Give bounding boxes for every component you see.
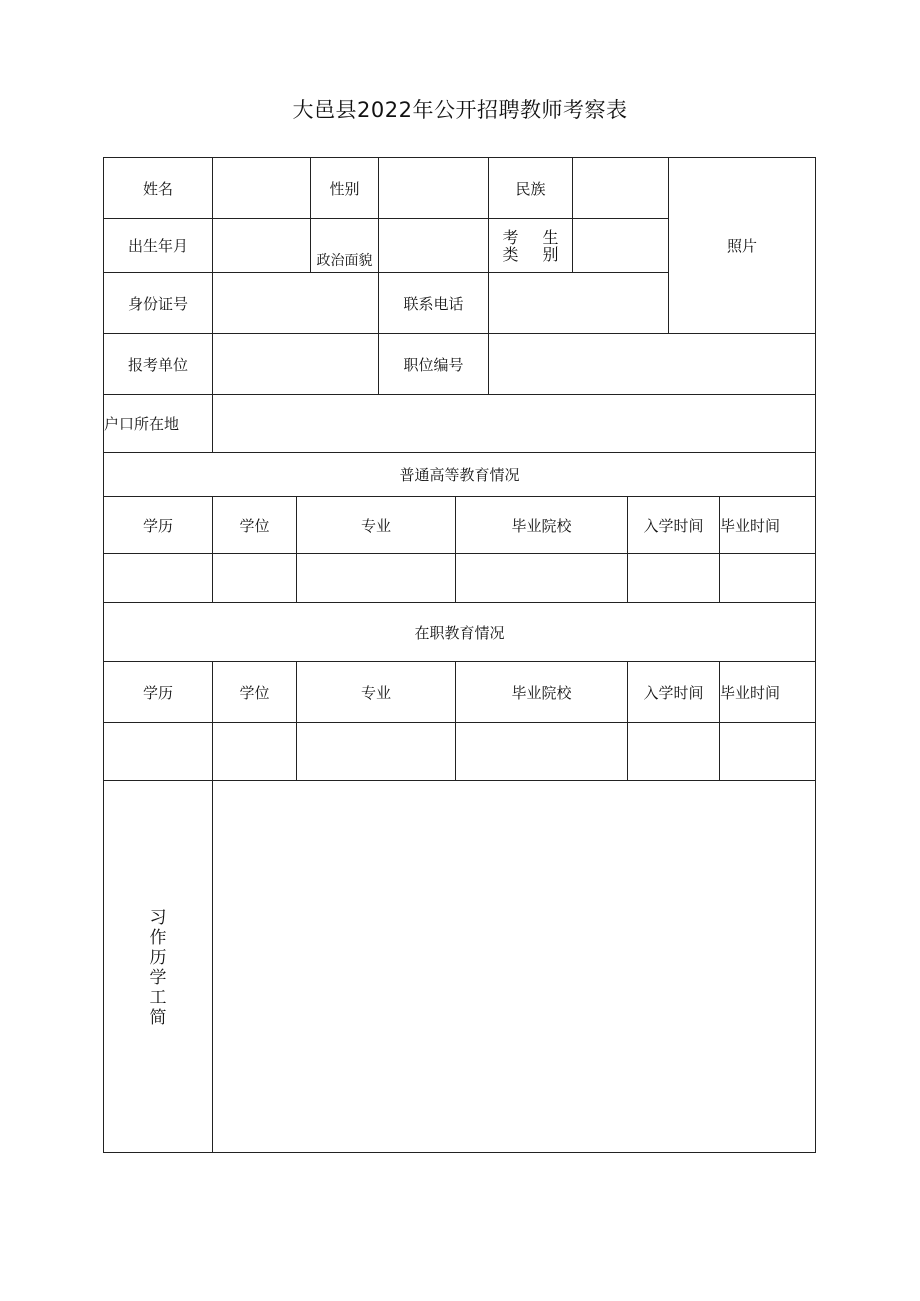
page-title: 大邑县2022年公开招聘教师考察表: [292, 98, 628, 122]
ge-field-degree[interactable]: [103, 553, 213, 603]
field-birth[interactable]: [212, 218, 311, 273]
photo-label: 照片: [726, 237, 757, 255]
ge-field-graduate[interactable]: [719, 553, 816, 603]
ie-col-academic-degree: 学位: [212, 661, 297, 723]
ie-col-degree: 学历: [103, 661, 213, 723]
resume-char: 习: [149, 908, 167, 928]
field-position-code[interactable]: [488, 333, 816, 395]
field-household[interactable]: [212, 394, 816, 453]
ge-col-major: 专业: [296, 496, 456, 554]
label-position-code: 职位编号: [378, 333, 489, 395]
field-id-number[interactable]: [212, 272, 379, 334]
resume-char: 作: [149, 928, 167, 948]
label-id-number: 身份证号: [103, 272, 213, 334]
label-ethnicity: 民族: [488, 157, 573, 219]
inservice-education-heading: 在职教育情况: [103, 602, 816, 662]
field-candidate-type[interactable]: [572, 218, 669, 273]
ge-col-academic-degree: 学位: [212, 496, 297, 554]
ie-field-academic-degree[interactable]: [212, 722, 297, 781]
ie-field-enroll[interactable]: [627, 722, 720, 781]
ie-col-graduate: 毕业时间: [719, 661, 816, 723]
ie-col-enroll: 入学时间: [627, 661, 720, 723]
resume-char: 历: [149, 948, 167, 968]
general-education-heading: 普通高等教育情况: [103, 452, 816, 497]
field-resume[interactable]: [212, 780, 816, 1153]
ge-col-enroll: 入学时间: [627, 496, 720, 554]
label-candidate-type: 考 生 类 别: [488, 218, 573, 273]
label-household: 户口所在地: [103, 394, 213, 453]
ge-field-enroll[interactable]: [627, 553, 720, 603]
field-gender[interactable]: [378, 157, 489, 219]
field-unit[interactable]: [212, 333, 379, 395]
label-name: 姓名: [103, 157, 213, 219]
ie-field-major[interactable]: [296, 722, 456, 781]
label-unit: 报考单位: [103, 333, 213, 395]
label-political: 政治面貌: [310, 218, 379, 273]
ge-field-academic-degree[interactable]: [212, 553, 297, 603]
ge-col-school: 毕业院校: [455, 496, 628, 554]
field-phone[interactable]: [488, 272, 669, 334]
field-political[interactable]: [378, 218, 489, 273]
ge-col-degree: 学历: [103, 496, 213, 554]
label-gender: 性别: [310, 157, 379, 219]
resume-char: 学: [149, 968, 167, 988]
ie-field-graduate[interactable]: [719, 722, 816, 781]
ge-field-school[interactable]: [455, 553, 628, 603]
label-resume: [103, 780, 213, 1153]
ie-field-school[interactable]: [455, 722, 628, 781]
label-birth: 出生年月: [103, 218, 213, 273]
label-phone: 联系电话: [378, 272, 489, 334]
ie-col-major: 专业: [296, 661, 456, 723]
ge-field-major[interactable]: [296, 553, 456, 603]
ge-col-graduate: 毕业时间: [719, 496, 816, 554]
photo-box[interactable]: [668, 157, 816, 334]
ie-field-degree[interactable]: [103, 722, 213, 781]
resume-char: 工: [149, 988, 167, 1008]
field-ethnicity[interactable]: [572, 157, 669, 219]
ie-col-school: 毕业院校: [455, 661, 628, 723]
field-name[interactable]: [212, 157, 311, 219]
resume-char: 简: [149, 1008, 167, 1028]
